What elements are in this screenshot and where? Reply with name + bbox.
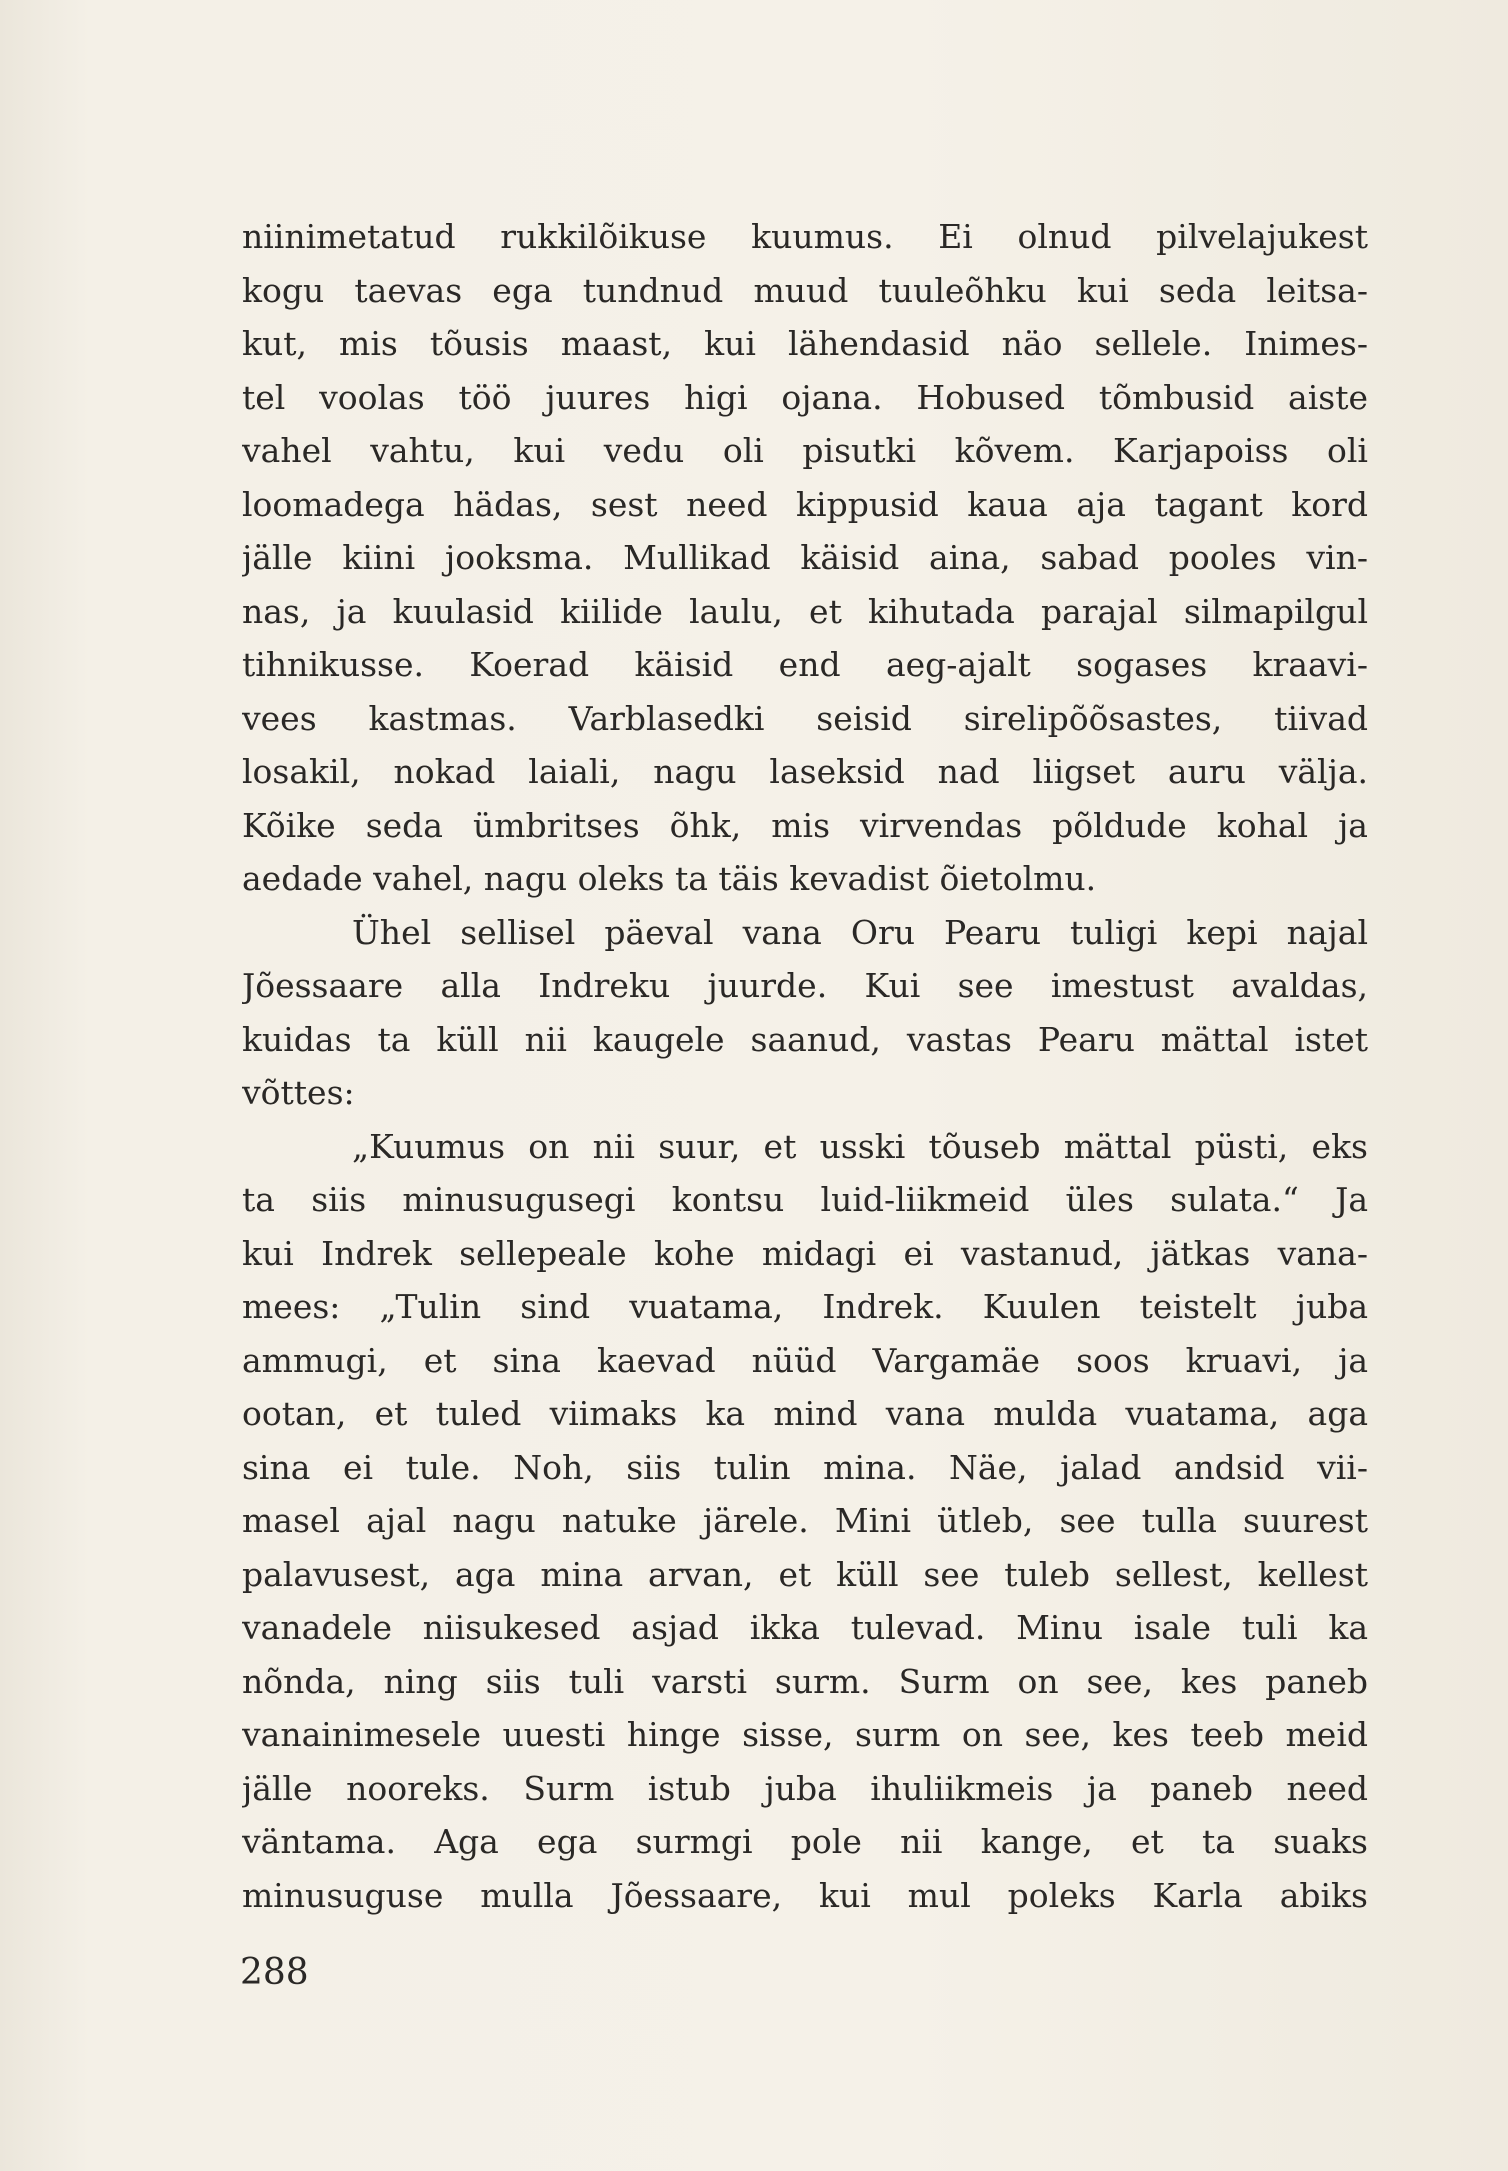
text-line: Ühel sellisel päeval vana Oru Pearu tuligi kepi najal xyxy=(352,912,1368,952)
text-line: mees: „Tulin sind vuatama, Indrek. Kuulen teistelt juba xyxy=(242,1287,1368,1326)
text-line: minusuguse mulla Jõessaare, kui mul poleks Karla abiks xyxy=(242,1875,1368,1915)
text-line: kut, mis tõusis maast, kui lähendasid näo sellele. Inimes- xyxy=(242,324,1368,363)
text-line: Jõessaare alla Indreku juurde. Kui see imestust avaldas, xyxy=(242,966,1368,1005)
text-line: võttes: xyxy=(242,1073,355,1112)
text-line: sina ei tule. Noh, siis tulin mina. Näe, jalad andsid vii- xyxy=(242,1447,1368,1487)
body-text xyxy=(242,210,1368,1922)
text-line: tihnikusse. Koerad käisid end aeg-ajalt sogases kraavi- xyxy=(242,645,1368,684)
text-line: nas, ja kuulasid kiilide laulu, et kihutada parajal silmapilgul xyxy=(242,591,1368,631)
text-line: aedade vahel, nagu oleks ta täis kevadist õietolmu. xyxy=(242,859,1097,898)
page-number: 288 xyxy=(240,1952,309,1993)
text-line: tel voolas töö juures higi ojana. Hobused tõmbusid aiste xyxy=(242,377,1368,417)
text-line: ootan, et tuled viimaks ka mind vana mulda vuatama, aga xyxy=(242,1394,1368,1433)
text-line: kogu taevas ega tundnud muud tuuleõhku kui seda leitsa- xyxy=(242,270,1368,310)
text-line: vanainimesele uuesti hinge sisse, surm on see, kes teeb meid xyxy=(242,1715,1368,1754)
text-line: masel ajal nagu natuke järele. Mini ütleb, see tulla suurest xyxy=(242,1501,1368,1540)
text-line: ammugi, et sina kaevad nüüd Vargamäe soos kruavi, ja xyxy=(242,1340,1368,1380)
text-line: loomadega hädas, sest need kippusid kaua aja tagant kord xyxy=(242,484,1368,524)
text-line: vanadele niisukesed asjad ikka tulevad. Minu isale tuli ka xyxy=(242,1608,1368,1647)
text-line: väntama. Aga ega surmgi pole nii kange, et ta suaks xyxy=(242,1822,1368,1861)
text-line: losakil, nokad laiali, nagu laseksid nad liigset auru välja. xyxy=(242,752,1368,791)
text-line: „Kuumus on nii suur, et usski tõuseb mättal püsti, eks xyxy=(352,1126,1368,1166)
text-line: kui Indrek sellepeale kohe midagi ei vastanud, jätkas vana- xyxy=(242,1233,1368,1273)
text-line: vahel vahtu, kui vedu oli pisutki kõvem. Karjapoiss oli xyxy=(242,431,1368,470)
text-line: kuidas ta küll nii kaugele saanud, vastas Pearu mättal istet xyxy=(242,1019,1368,1059)
text-line: jälle nooreks. Surm istub juba ihuliikmeis ja paneb need xyxy=(242,1768,1368,1808)
text-line: jälle kiini jooksma. Mullikad käisid aina, sabad pooles vin- xyxy=(242,538,1368,577)
text-line: nõnda, ning siis tuli varsti surm. Surm on see, kes paneb xyxy=(242,1661,1368,1701)
text-line: ta siis minusugusegi kontsu luid-liikmeid üles sulata.“ Ja xyxy=(242,1180,1368,1219)
text-line: palavusest, aga mina arvan, et küll see tuleb sellest, kellest xyxy=(242,1554,1368,1594)
text-line: Kõike seda ümbritses õhk, mis virvendas põldude kohal ja xyxy=(242,805,1368,845)
text-line: vees kastmas. Varblasedki seisid sirelipõõsastes, tiivad xyxy=(242,698,1368,738)
text-line: niinimetatud rukkilõikuse kuumus. Ei olnud pilvelajukest xyxy=(242,217,1368,256)
